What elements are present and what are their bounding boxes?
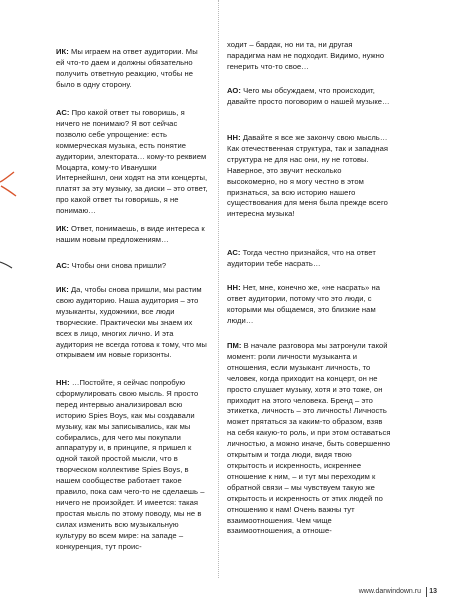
interview-paragraph [56,47,208,91]
interview-paragraph [227,86,392,108]
interview-paragraph [56,224,208,246]
speaker-label: АО: [227,86,241,95]
interview-paragraph [227,341,392,537]
footer-separator [426,587,427,597]
paragraph-text: Давайте я все же закончу свою мысль… Как отечественная структура, так и западная структура не для нас они, ну не готовы. Наверное, это звучит несколько высокомерно, но я могу честно в этом признаться, за всю историю нашего существования для меня была прежде всего интересна музыка! [227,133,389,219]
speaker-label: ИК: [56,47,69,56]
speaker-label: АС: [56,108,70,117]
paragraph-text: …Постойте, я сейчас попробую сформулировать свою мысль. Я просто перед интервью анализировал всю историю Spies Boys, как мы создавали музыку, как мы записывались, как мы собирались, для чего мы покупали аппаратуру и, в принципе, я пришел к одной такой простой мысли, что в творческом коллективе Spies Boys, в нашем сообществе работает такое правило, пока сам чего-то не сделаешь – ничего не произойдет. И имеется: такая простая мысль по этому поводу, мы не в силах изменить всю музыкальную культуру во всем мире: на западе – конкуренция, тут проис- [56,378,205,551]
paragraph-text: Мы играем на ответ аудитории. Мы ей что-то даем и должны обязательно получить ответную реакцию, чтобы не было в одну сторону. [56,47,198,89]
decorative-red-line [0,0,24,270]
speaker-label: НН: [227,133,241,142]
paragraph-text: Чего мы обсуждаем, что происходит, давайте просто поговорим о нашей музыке… [227,86,390,106]
interview-paragraph [56,108,208,217]
footer-site-link[interactable]: www.darwindown.ru [358,588,421,595]
paragraph-text: Нет, мне, конечно же, «не насрать» на ответ аудитории, потому что это люди, с которыми мы общаемся, это близкие нам люди… [227,283,381,325]
speaker-label: АС: [227,248,241,257]
interview-paragraph [227,248,392,270]
interview-paragraph [227,283,392,327]
interview-paragraph [56,378,208,553]
page-footer [0,588,465,602]
interview-paragraph [227,133,392,220]
page-number: 13 [429,588,437,595]
speaker-label: ПМ: [227,341,242,350]
interview-paragraph [56,261,208,272]
paragraph-text: Ответ, понимаешь, в виде интереса к нашим новым предложениям… [56,224,205,244]
speaker-label: НН: [227,283,241,292]
paragraph-text: Тогда честно признайся, что на ответ аудитории тебе насрать… [227,248,376,268]
paragraph-text: В начале разговора мы затронули такой момент: роли личности музыканта и отношения, если музыкант личность, то человек, когда приходит на концерт, он не просто слушает музыку, хотя и это тоже, он приходит на этого человека. Бренд – это этикетка, личность – это личность! Личность может прятаться за каким-то образом, взяв на себя какую-то роль, и при этом оставаться личностью, а можно иначе, быть совершенно открытым и тогда люди, видя твою открытость и искренность, искреннее отношение к ним, – и тут мы переходим к обратной связи – мы чувствуем такую же открытость и искренность от этих людей по отношению к нам! Очень важны тут взаимоотношения. Чем чище взаимоотношения, а отноше- [227,341,391,536]
interview-paragraph [227,40,392,73]
interview-paragraph [56,285,208,361]
speaker-label: АС: [56,261,70,270]
paragraph-text: ходит – бардак, но ни та, ни другая парадигма нам не подходит. Видимо, нужно генерить что-то свое… [227,40,385,71]
paragraph-text: Чтобы они снова пришли? [69,261,167,270]
paragraph-text: Да, чтобы снова пришли, мы растим свою аудиторию. Наша аудитория – это музыканты, художники, все люди творческие. Практически мы знаем их всех в лицо, многих лично. И эта аудитория не всегда готова к тому, что мы открываем им новые горизонты. [56,285,207,360]
paragraph-text: Про какой ответ ты говоришь, я ничего не понимаю? Я вот сейчас позволю себе упрощение: есть коммерческая музыка, есть понятие аудитории, электората… кому-то реквием Моцарта, кому-то Иванушки Интернейшнл, они ходят на эти концерты, платят за эту музыку, за диски – это ответ, про какой ответ ты говоришь, я не понимаю… [56,108,208,216]
speaker-label: НН: [56,378,70,387]
speaker-label: ИК: [56,285,69,294]
speaker-label: ИК: [56,224,69,233]
column-divider [218,0,219,578]
